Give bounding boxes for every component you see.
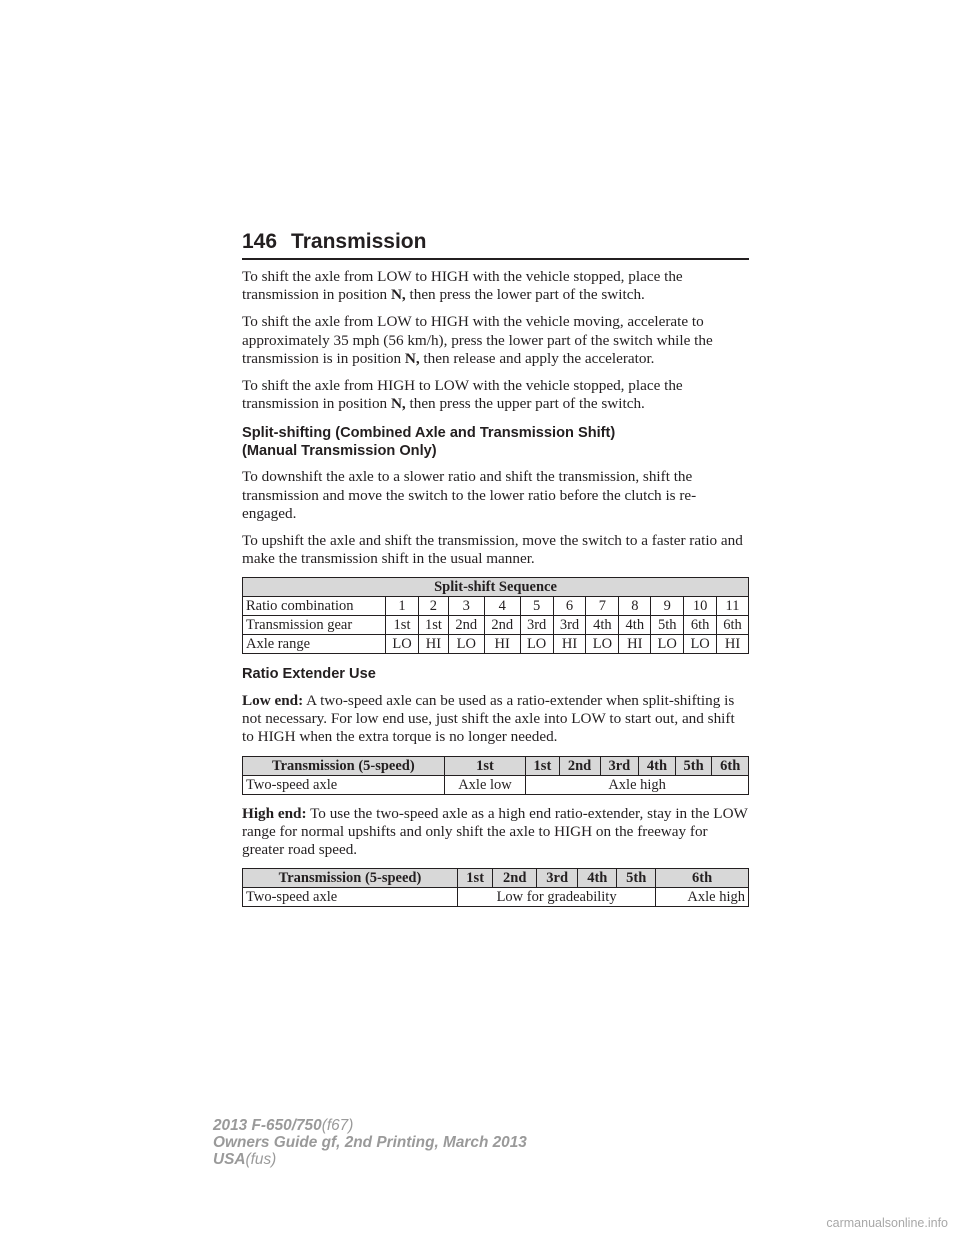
table-row: Ratio combination 1 2 3 4 5 6 7 8 9 10 11 — [243, 597, 749, 616]
table-row: Two-speed axle Axle low Axle high — [243, 775, 749, 794]
paragraph-downshift: To downshift the axle to a slower ratio and shift the transmission, shift the transmission and move the switch to the lower ratio before the clutch is re-engaged. — [242, 468, 697, 522]
paragraph-high-to-low-stopped: To shift the axle from HIGH to LOW with the vehicle stopped, place the transmission in position N, then press the upper part of the switch. — [242, 377, 683, 413]
page-number: 146 — [242, 230, 278, 253]
split-table-title: Split-shift Sequence — [243, 578, 749, 597]
low-end-table — [242, 756, 749, 795]
table-header-row: Transmission (5-speed) 1st 1st 2nd 3rd 4th 5th 6th — [243, 756, 749, 775]
paragraph-low-end: Low end: A two-speed axle can be used as a ratio-extender when split-shifting is not necessary. For low end use, just shift the axle into LOW to start out, and shift to HIGH when the extra torque is no longer needed. — [242, 691, 735, 746]
paragraph-high-end: High end: To use the two-speed axle as a high end ratio-extender, stay in the LOW range for normal upshifts and only shift the axle to HIGH on the freeway for greater road speed. — [242, 804, 748, 858]
table-header-row: Transmission (5-speed) 1st 2nd 3rd 4th 5th 6th — [243, 869, 749, 888]
watermark: carmanualsonline.info — [826, 1216, 948, 1230]
page-content — [242, 268, 749, 917]
paragraph-upshift: To upshift the axle and shift the transmission, move the switch to a faster ratio and make the transmission shift in the usual manner. — [242, 532, 743, 568]
table-row: Transmission gear 1st 1st 2nd 2nd 3rd 3rd 4th 4th 5th 6th 6th — [243, 616, 749, 635]
row-label: Axle range — [243, 635, 386, 654]
document-footer: 2013 F-650/750(f67) Owners Guide gf, 2nd Printing, March 2013 USA(fus) — [213, 1117, 527, 1168]
row-label: Ratio combination — [243, 597, 386, 616]
table-row: Axle range LO HI LO HI LO HI LO HI LO LO HI — [243, 635, 749, 654]
heading-split-shifting: Split-shifting (Combined Axle and Transmission Shift) (Manual Transmission Only) — [242, 425, 616, 459]
section-title: Transmission — [291, 230, 427, 253]
split-shift-sequence-table — [242, 577, 749, 654]
paragraph-low-to-high-moving: To shift the axle from LOW to HIGH with the vehicle moving, accelerate to approximately 35 mph (56 km/h), press the lower part of the switch while the transmission is in position N, then release and apply the accelerator. — [242, 313, 713, 367]
heading-ratio-extender: Ratio Extender Use — [242, 666, 376, 683]
page-header — [242, 230, 426, 254]
row-label: Transmission gear — [243, 616, 386, 635]
paragraph-low-to-high-stopped: To shift the axle from LOW to HIGH with the vehicle stopped, place the transmission in position N, then press the lower part of the switch. — [242, 268, 683, 304]
table-row: Two-speed axle Low for gradeability Axle high — [243, 888, 749, 907]
high-end-table — [242, 868, 749, 907]
header-divider — [242, 258, 749, 260]
